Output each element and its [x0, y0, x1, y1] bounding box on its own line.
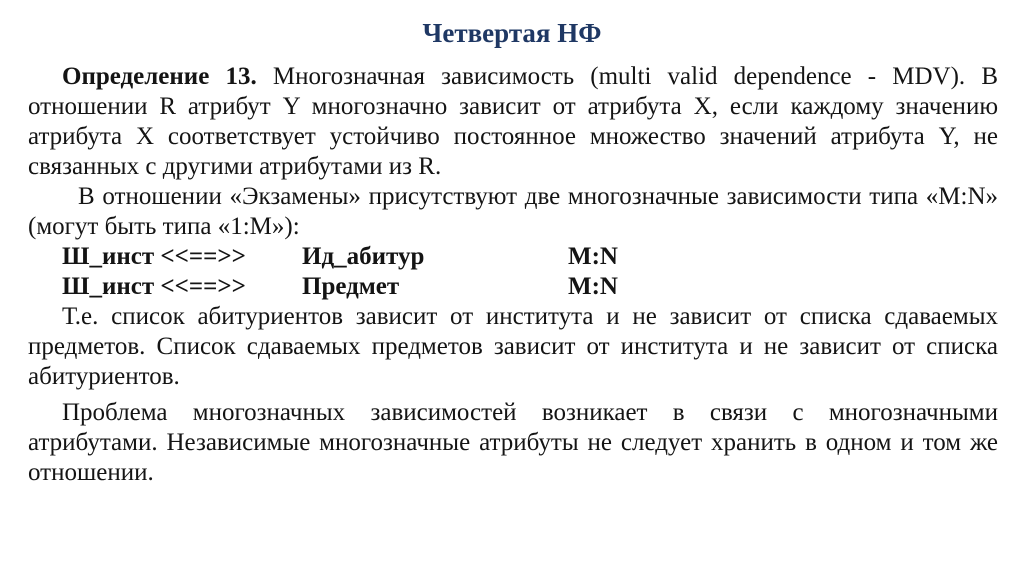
definition-text: Многозначная зависимость (multi valid dependence - MDV). В отношении R атрибут Y многозначно зависит от атрибута X, если каждому значению атрибута X соответствует устойчиво постоянное множество значений атрибута Y, не связанных с другими атрибутами из R.	[28, 63, 999, 180]
definition-label: Определение 13.	[62, 63, 257, 90]
dependency-row-2	[28, 272, 998, 302]
exams-paragraph: В отношении «Экзамены» присутствуют две многозначные зависимости типа «M:N» (могут быть типа «1:M»):	[28, 183, 998, 240]
explanation-paragraph: Т.е. список абитуриентов зависит от института и не зависит от списка сдаваемых предметов. Список сдаваемых предметов зависит от института и не зависит от списка абитуриентов.	[28, 303, 998, 390]
definition-paragraph	[28, 62, 998, 182]
slide-title: Четвертая НФ	[422, 18, 602, 48]
dependency-attribute: Ид_абитур	[302, 243, 425, 270]
slide-body	[28, 62, 998, 488]
dependency-left: Ш_инст <<==>>	[62, 243, 246, 270]
dependency-row-1	[28, 242, 998, 272]
dependency-left: Ш_инст <<==>>	[62, 273, 246, 300]
dependency-attribute: Предмет	[302, 273, 400, 300]
dependency-type: M:N	[568, 243, 618, 270]
problem-paragraph: Проблема многозначных зависимостей возникает в связи с многозначными атрибутами. Независимые многозначные атрибуты не следует хранить в одном и том же отношении.	[28, 399, 998, 486]
dependency-type: M:N	[568, 273, 618, 300]
